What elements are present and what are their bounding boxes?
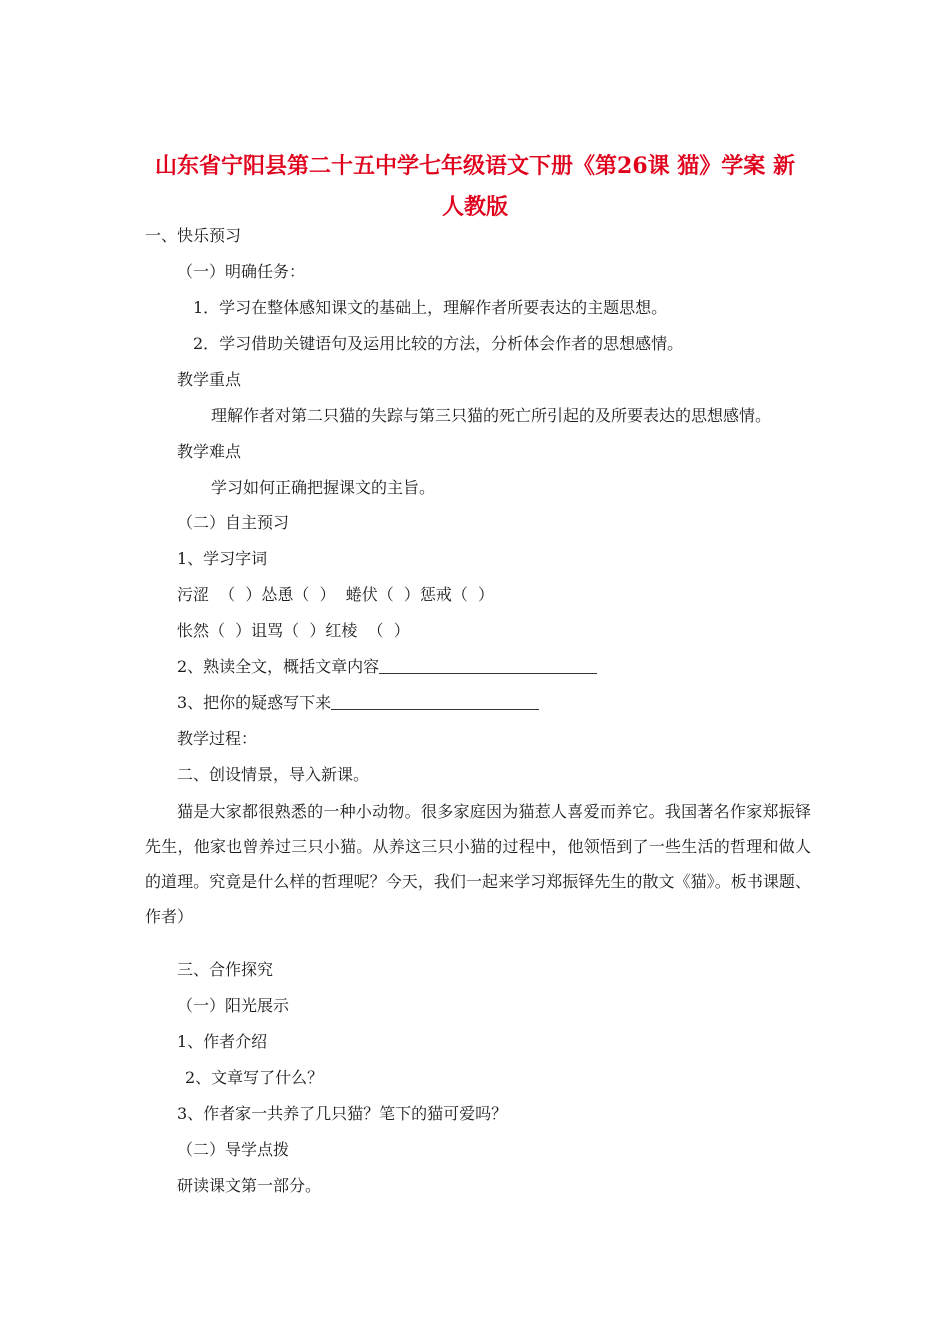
subsection-tasks: （一）明确任务： bbox=[177, 262, 306, 281]
section-1-heading: 一、快乐预习 bbox=[145, 226, 242, 245]
words-row-2: 怅然（ ）诅骂（ ）红棱 （ ） bbox=[177, 621, 410, 640]
study-instruction: 研读课文第一部分。 bbox=[177, 1176, 322, 1195]
question-3-text: 3、把你的疑惑写下来 bbox=[177, 693, 332, 712]
words-row-1: 污涩 （ ）怂恿（ ） 蜷伏（ ）惩戒（ ） bbox=[177, 585, 495, 604]
words-label: 1、学习字词 bbox=[177, 549, 268, 568]
task-1: 1．学习在整体感知课文的基础上，理解作者所要表达的主题思想。 bbox=[193, 298, 668, 317]
answer-blank-3[interactable] bbox=[331, 695, 539, 710]
process-label: 教学过程： bbox=[177, 729, 258, 748]
subsection-self-preview: （二）自主预习 bbox=[177, 513, 290, 532]
item-2: 2、文章写了什么？ bbox=[185, 1068, 324, 1087]
answer-blank-2[interactable] bbox=[379, 659, 597, 674]
focus-label: 教学重点 bbox=[177, 370, 242, 389]
difficulty-label: 教学难点 bbox=[177, 442, 242, 461]
task-2: 2．学习借助关键语句及运用比较的方法，分析体会作者的思想感情。 bbox=[193, 334, 684, 353]
subsection-guidance: （二）导学点拨 bbox=[177, 1140, 290, 1159]
item-1: 1、作者介绍 bbox=[177, 1032, 268, 1051]
question-2-text: 2、熟读全文，概括文章内容 bbox=[177, 657, 380, 676]
title-line-1: 山东省宁阳县第二十五中学七年级语文下册《第26课 猫》学案 新 bbox=[155, 153, 795, 179]
title-line-2: 人教版 bbox=[441, 194, 508, 220]
subsection-sunshine: （一）阳光展示 bbox=[177, 996, 290, 1015]
question-3 bbox=[177, 693, 539, 713]
difficulty-text: 学习如何正确把握课文的主旨。 bbox=[211, 478, 436, 497]
question-2 bbox=[177, 657, 597, 677]
focus-text: 理解作者对第二只猫的失踪与第三只猫的死亡所引起的及所要表达的思想感情。 bbox=[211, 406, 772, 425]
item-3: 3、作者家一共养了几只猫？笔下的猫可爱吗？ bbox=[177, 1104, 508, 1123]
section-3-heading: 三、合作探究 bbox=[177, 960, 274, 979]
section-2-heading: 二、创设情景，导入新课。 bbox=[177, 765, 370, 784]
intro-paragraph: 猫是大家都很熟悉的一种小动物。很多家庭因为猫惹人喜爱而养它。我国著名作家郑振铎先生，他家也曾养过三只小猫。从养这三只小猫的过程中，他领悟到了一些生活的哲理和做人的道理。究竟是什么样的哲理呢？今天，我们一起来学习郑振铎先生的散文《猫》。板书课题、作者） bbox=[145, 802, 811, 926]
document-title bbox=[140, 146, 810, 228]
